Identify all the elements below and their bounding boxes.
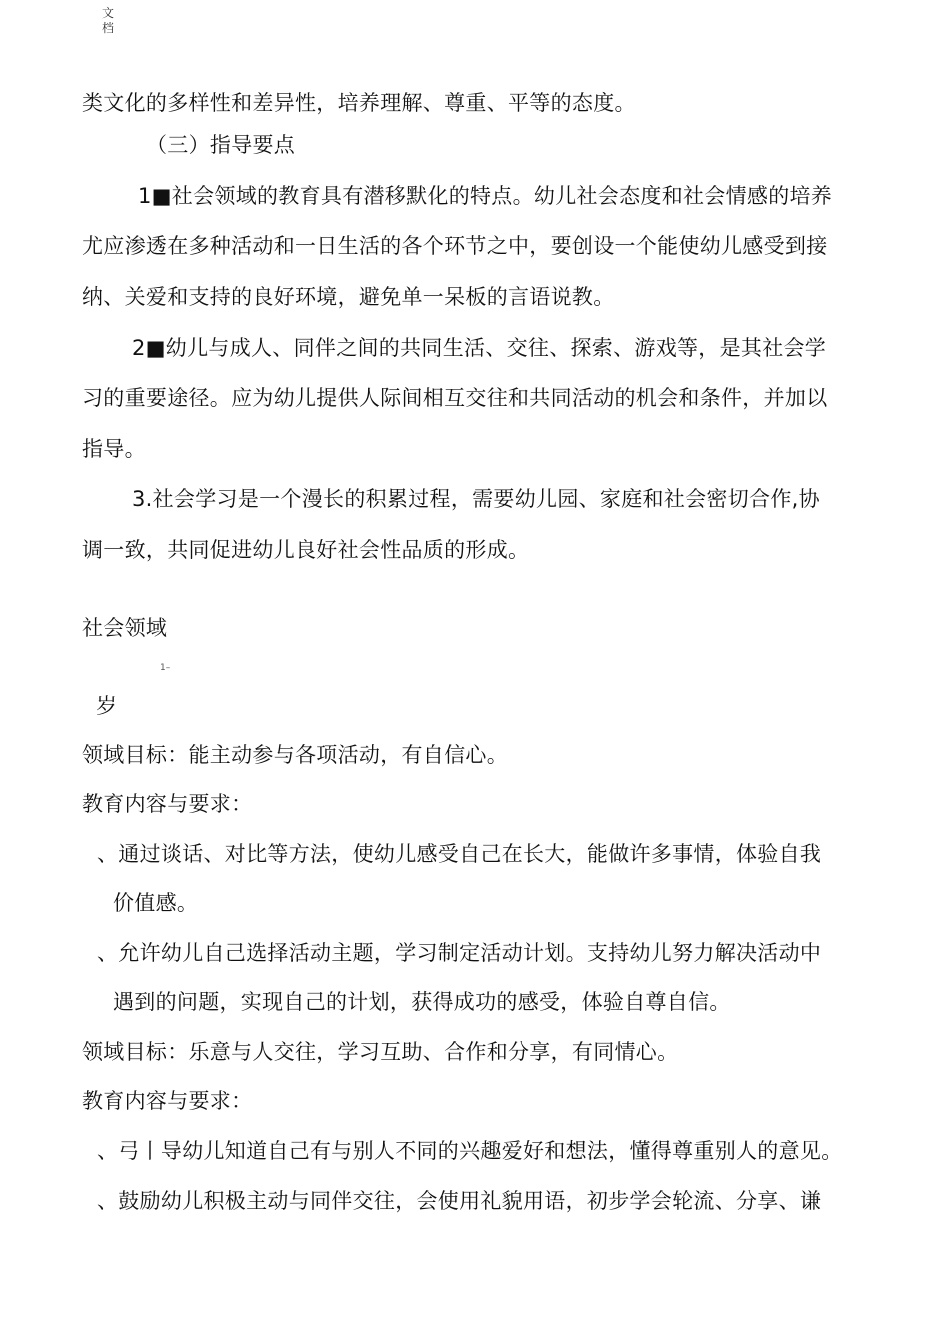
age-label: 岁 bbox=[96, 694, 118, 718]
list-item-continuation: 遇到的问题，实现自己的计划，获得成功的感受，体验自尊自信。 bbox=[113, 990, 731, 1014]
page-header bbox=[101, 6, 115, 36]
header-char-2: 档 bbox=[101, 21, 114, 35]
paragraph-line: 类文化的多样性和差异性，培养理解、尊重、平等的态度。 bbox=[82, 91, 636, 115]
subsection-heading: （三）指导要点 bbox=[146, 133, 296, 157]
paragraph-line: 习的重要途径。应为幼儿提供人际间相互交往和共同活动的机会和条件，并加以 bbox=[82, 386, 828, 410]
domain-goal: 领域目标：乐意与人交往，学习互助、合作和分享，有同情心。 bbox=[82, 1040, 679, 1064]
paragraph-line: 调一致，共同促进幼儿良好社会性品质的形成。 bbox=[82, 538, 530, 562]
list-item: 、允许幼儿自己选择活动主题，学习制定活动计划。支持幼儿努力解决活动中 bbox=[97, 941, 822, 965]
domain-goal: 领域目标：能主动参与各项活动，有自信心。 bbox=[82, 743, 508, 767]
list-item: 、鼓励幼儿积极主动与同伴交往，会使用礼貌用语，初步学会轮流、分享、谦 bbox=[97, 1189, 822, 1213]
paragraph-line: 纳、关爱和支持的良好环境，避免单一呆板的言语说教。 bbox=[82, 285, 615, 309]
list-item: 、弓丨导幼儿知道自己有与别人不同的兴趣爱好和想法，懂得尊重别人的意见。 bbox=[97, 1139, 843, 1163]
small-mark: 1– bbox=[160, 663, 171, 673]
section-title: 社会领域 bbox=[82, 616, 168, 640]
content-heading: 教育内容与要求： bbox=[82, 1089, 253, 1113]
content-heading: 教育内容与要求： bbox=[82, 792, 253, 816]
paragraph-line: 3.社会学习是一个漫长的积累过程，需要幼儿园、家庭和社会密切合作,协 bbox=[132, 487, 820, 511]
paragraph-line: 指导。 bbox=[82, 437, 146, 461]
list-item-continuation: 价值感。 bbox=[113, 891, 199, 915]
paragraph-line: 1■社会领域的教育具有潜移默化的特点。幼儿社会态度和社会情感的培养 bbox=[138, 184, 833, 208]
paragraph-line: 尤应渗透在多种活动和一日生活的各个环节之中，要创设一个能使幼儿感受到接 bbox=[82, 234, 828, 258]
list-item: 、通过谈话、对比等方法，使幼儿感受自己在长大，能做许多事情，体验自我 bbox=[97, 842, 822, 866]
paragraph-line: 2■幼儿与成人、同伴之间的共同生活、交往、探索、游戏等，是其社会学 bbox=[132, 336, 827, 360]
header-char-1: 文 bbox=[101, 6, 114, 20]
